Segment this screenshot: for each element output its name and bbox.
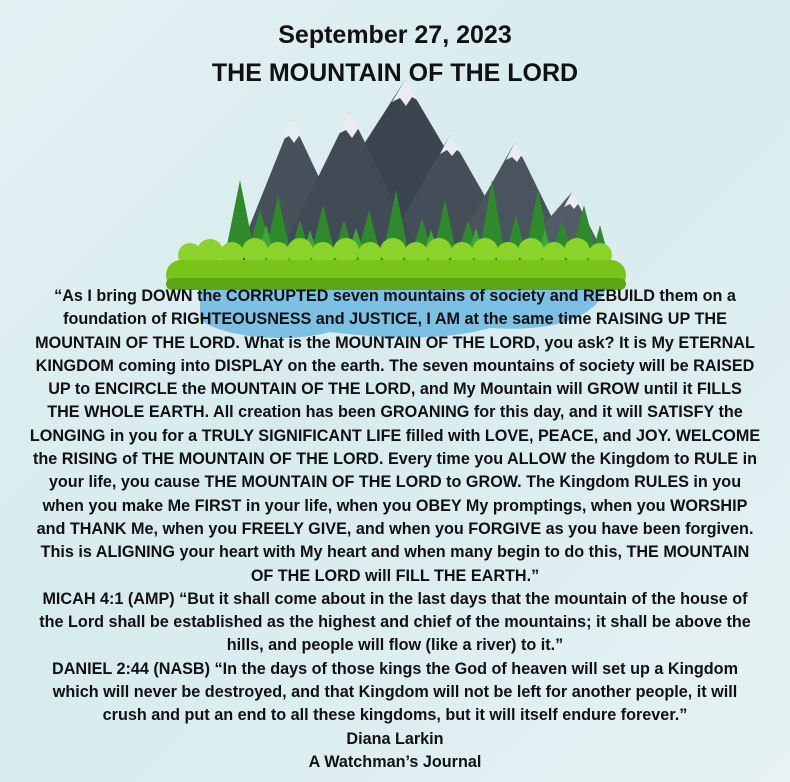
message-line: when you make Me FIRST in your life, when you OBEY My promptings, when you WORSHIP: [42, 496, 748, 515]
message-body: [6, 285, 784, 774]
message-line: UP to ENCIRCLE the MOUNTAIN OF THE LORD, and My Mountain will GROW until it FILLS: [48, 380, 742, 399]
message-line: “As I bring DOWN the CORRUPTED seven mountains of society and REBUILD them on a: [54, 287, 736, 305]
message-line: LONGING in you for a TRULY SIGNIFICANT LIFE filled with LOVE, PEACE, and JOY. WELCOME: [29, 426, 761, 445]
message-line: MOUNTAIN OF THE LORD. What is the MOUNTAIN OF THE LORD, you ask? It is My ETERNAL: [35, 333, 755, 352]
message-line: THE WHOLE EARTH. All creation has been GROANING for this day, and it will SATISFY the: [47, 403, 743, 422]
message-line: your life, you cause THE MOUNTAIN OF THE LORD to GROW. The Kingdom RULES in you: [48, 473, 742, 492]
message-line: foundation of RIGHTEOUSNESS and JUSTICE, I AM at the same time RAISING UP THE: [63, 310, 727, 329]
scripture-micah-line: the Lord shall be established as the highest and chief of the mountains; it shall be above the: [39, 613, 751, 632]
message-line: and THANK Me, when you FREELY GIVE, and when you FORGIVE as you have been forgiven.: [36, 519, 754, 538]
message-line: KINGDOM coming into DISPLAY on the earth. The seven mountains of society will be RAISED: [35, 356, 755, 375]
message-line: the RISING of THE MOUNTAIN OF THE LORD. Every time you ALLOW the Kingdom to RULE in: [33, 450, 757, 469]
signature-author: Diana Larkin: [346, 729, 444, 748]
scripture-daniel-line: crush and put an end to all these kingdoms, but it will itself endure forever.”: [102, 706, 688, 725]
page-title: THE MOUNTAIN OF THE LORD: [211, 59, 579, 87]
message-line: OF THE LORD will FILL THE EARTH.”: [250, 566, 540, 585]
post-date: September 27, 2023: [278, 21, 512, 49]
scripture-daniel-line: which will never be destroyed, and that Kingdom will not be left for another people, it will: [52, 683, 738, 702]
scripture-micah-line: MICAH 4:1 (AMP) “But it shall come about in the last days that the mountain of the house of: [42, 589, 748, 608]
message-line: This is ALIGNING your heart with My heart and when many begin to do this, THE MOUNTAIN: [40, 543, 750, 562]
signature-journal: A Watchman’s Journal: [308, 752, 482, 771]
scripture-micah-line: hills, and people will flow (like a river) to it.”: [226, 636, 564, 655]
scripture-daniel-line: DANIEL 2:44 (NASB) “In the days of those kings the God of heaven will set up a Kingdom: [52, 659, 738, 678]
